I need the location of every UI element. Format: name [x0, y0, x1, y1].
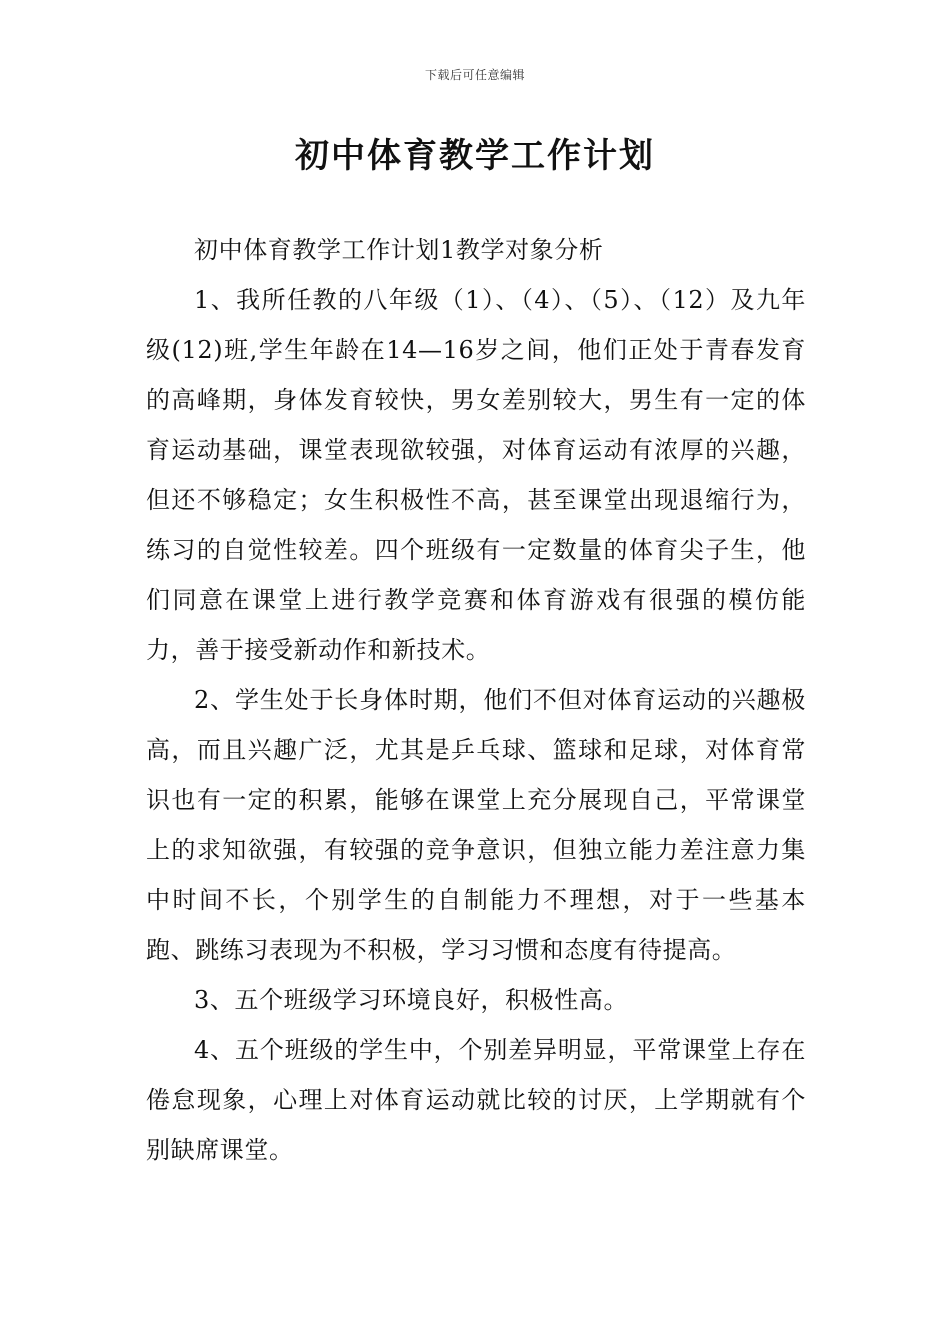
paragraph-2: 2、学生处于长身体时期，他们不但对体育运动的兴趣极高，而且兴趣广泛，尤其是乒乓球、篮球和足球，对体育常识也有一定的积累，能够在课堂上充分展现自己，平常课堂上的求知欲强，有较强的竞争意识，但独立能力差注意力集中时间不长，个别学生的自制能力不理想，对于一些基本跑、跳练习表现为不积极，学习习惯和态度有待提高。 — [146, 686, 806, 964]
paragraph-intro: 初中体育教学工作计划1教学对象分析 — [194, 236, 604, 264]
document-title: 初中体育教学工作计划 — [295, 136, 655, 176]
header-note: 下载后可任意编辑 — [424, 68, 525, 82]
paragraph-4: 4、五个班级的学生中，个别差异明显，平常课堂上存在倦怠现象，心理上对体育运动就比较的讨厌，上学期就有个别缺席课堂。 — [146, 1036, 806, 1164]
paragraph-3: 3、五个班级学习环境良好，积极性高。 — [194, 986, 629, 1014]
paragraph-1: 1、我所任教的八年级（1）、（4）、（5）、（12）及九年级(12)班,学生年龄在14—16岁之间，他们正处于青春发育的高峰期，身体发育较快，男女差别较大，男生有一定的体育运动基础，课堂表现欲较强，对体育运动有浓厚的兴趣，但还不够稳定；女生积极性不高，甚至课堂出现退缩行为，练习的自觉性较差。四个班级有一定数量的体育尖子生，他们同意在课堂上进行教学竞赛和体育游戏有很强的模仿能力，善于接受新动作和新技术。 — [146, 286, 806, 664]
document-body — [146, 225, 806, 1175]
